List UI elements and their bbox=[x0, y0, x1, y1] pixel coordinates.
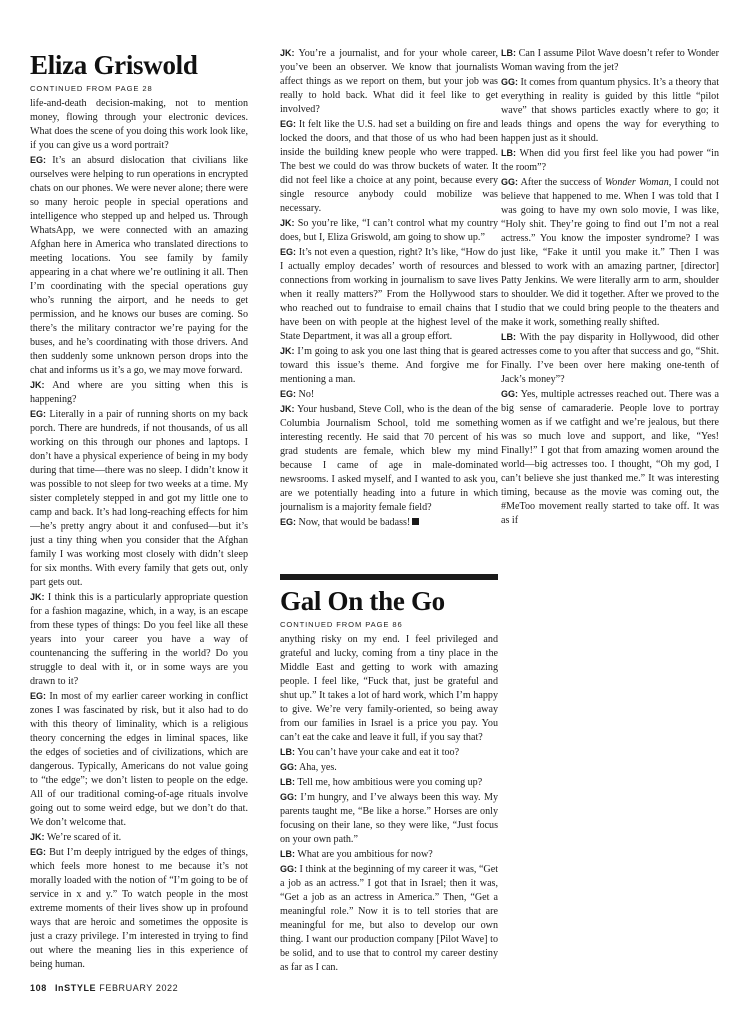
paragraph-text: I think this is a particularly appropriate question for a fashion magazine, which, in a way, is an escape from these types of things: Do you feel like all these years into your career you have a way of countenancing the suffering in the world? Do you struggle to deal with it, or in some ways are you drawn to it? bbox=[30, 592, 248, 687]
paragraph-text: It’s an absurd dislocation that civilians like ourselves were helping to run operations in encrypted chats on our phones. We were never alone; there were so many heroic people in special operations and intelligence who stepped up and helped us. Through WhatsApp, we were connected with an amazing Afghan here in America who translated directions to meeting locations. You see family by family appearing in a chat where we’re outlining it all. Then I’m coordinating with the special operations guy who’s running the airport, and he needs to get permission, and he knows our buses are coming. So there’s the military contractor we’re paying for the buses, and he’s coordinating with those drivers. And then suddenly some unknown person drops into the chat and informs us it’s a go, we may move forward. bbox=[30, 155, 248, 376]
article-body bbox=[30, 97, 248, 972]
speaker-label: JK: bbox=[280, 346, 295, 356]
speaker-label: GG: bbox=[280, 762, 297, 772]
issue-date: FEBRUARY 2022 bbox=[99, 983, 179, 993]
paragraph bbox=[280, 216, 498, 245]
column-3 bbox=[501, 46, 719, 986]
paragraph bbox=[30, 97, 248, 153]
paragraph bbox=[280, 790, 498, 847]
paragraph-text: anything risky on my end. I feel privileged and grateful and lucky, coming from a tiny place in the Middle East and getting to work with amazing people. I feel like, “Fuck that, just be grateful and shut up.” It takes a lot of hard work, which I’m happy to give. We’re very family-oriented, so being away from our families in Israel is a price you pay. You can’t eat the cake and leave it full, if you say that? bbox=[280, 634, 498, 743]
speaker-label: EG: bbox=[280, 517, 297, 527]
paragraph bbox=[280, 515, 498, 530]
paragraph bbox=[280, 245, 498, 344]
speaker-label: GG: bbox=[501, 77, 518, 87]
speaker-label: EG: bbox=[30, 847, 47, 857]
paragraph-text: You’re a journalist, and for your whole career, you’ve been an observer. We know that journalists affect things as we report on them, but your job was really to hold back. What did it feel like to get involved? bbox=[280, 48, 498, 115]
paragraph-text: With the pay disparity in Hollywood, did other actresses come to you after that success and go, “Shit. Finally. I’ve been over here making one-tenth of Jack’s money”? bbox=[501, 332, 719, 385]
paragraph-text: I’m hungry, and I’ve always been this way. My parents taught me, “Be like a horse.” Horses are only focusing on their lane, so they were like, “Just focus on your own path.” bbox=[280, 792, 498, 845]
paragraph bbox=[30, 407, 248, 590]
speaker-label: GG: bbox=[501, 177, 518, 187]
speaker-label: LB: bbox=[280, 777, 295, 787]
speaker-label: LB: bbox=[501, 148, 516, 158]
speaker-label: EG: bbox=[280, 247, 297, 257]
speaker-label: EG: bbox=[280, 389, 297, 399]
paragraph bbox=[280, 387, 498, 402]
paragraph bbox=[280, 862, 498, 975]
paragraph bbox=[30, 153, 248, 378]
speaker-label: LB: bbox=[501, 332, 516, 342]
continued-from-label: CONTINUED FROM PAGE 28 bbox=[30, 84, 153, 93]
paragraph-text: So you’re like, “I can’t control what my country does, but I, Eliza Griswold, am going to show up.” bbox=[280, 218, 498, 243]
paragraph bbox=[501, 146, 719, 175]
paragraph bbox=[501, 175, 719, 330]
paragraph-text: Your husband, Steve Coll, who is the dean of the Columbia Journalism School, told me something interesting recently. He said that 70 percent of his grad students are female, which blew my mind because I came of age in male-dominated newsrooms. I asked myself, and I wanted to ask you, are we potentially heading into a future in which journalism is a majority female field? bbox=[280, 404, 498, 513]
paragraph-text: After the success of Wonder Woman, I could not believe that happened to me. When I was told that I was going to have my own solo movie, I was like, “Holy shit. They’re going to find out I’m not a real actress.” You know the imposter syndrome? I was just like, “Fake it until you make it.” Then I was blessed to work with an amazing partner, [director] Patty Jenkins. We were literally arm to arm, shoulder to shoulder. We did it together. After we proved to the studio that we could bring people to the theaters and make it work, something really shifted. bbox=[501, 177, 719, 328]
paragraph-text: What are you ambitious for now? bbox=[295, 849, 433, 860]
paragraph bbox=[280, 344, 498, 387]
paragraph-text: It felt like the U.S. had set a building on fire and locked the doors, and that those of us who had been inside the building knew people who were trapped. The best we could do was throw buckets of water. It did not feel like a choice at any point, because every single resource anybody could mobilize was necessary. bbox=[280, 119, 498, 214]
article-body bbox=[501, 46, 719, 528]
continued-from-label: CONTINUED FROM PAGE 86 bbox=[280, 620, 403, 629]
magazine-name: InSTYLE bbox=[54, 983, 97, 993]
speaker-label: LB: bbox=[280, 747, 295, 757]
speaker-label: GG: bbox=[280, 864, 297, 874]
page-footer bbox=[30, 983, 178, 993]
speaker-label: JK: bbox=[30, 592, 45, 602]
paragraph-text: Tell me, how ambitious were you coming up? bbox=[295, 777, 483, 788]
paragraph bbox=[30, 689, 248, 830]
paragraph bbox=[501, 330, 719, 387]
paragraph bbox=[280, 402, 498, 515]
speaker-label: LB: bbox=[280, 849, 295, 859]
paragraph bbox=[30, 378, 248, 407]
speaker-label: EG: bbox=[30, 155, 47, 165]
speaker-label: EG: bbox=[30, 691, 47, 701]
paragraph-text: But I’m deeply intrigued by the edges of things, which feels more honest to me because it’s not morally loaded with the notion of “I’m going to be of service in x and y.” To watch people in the most extreme moments of their lives show up in profound ways that are heroic and sometimes the opposite is just a crazy privilege. I’m interested in trying to find out where the meaning lies in this experience of being human. bbox=[30, 847, 248, 970]
speaker-label: EG: bbox=[280, 119, 297, 129]
paragraph bbox=[280, 775, 498, 790]
paragraph bbox=[280, 847, 498, 862]
paragraph-text: No! bbox=[296, 389, 315, 400]
paragraph-text: I’m going to ask you one last thing that is geared toward this issue’s theme. And forgive me for mentioning a man. bbox=[280, 346, 498, 385]
speaker-label: JK: bbox=[30, 380, 45, 390]
paragraph-text: It comes from quantum physics. It’s a theory that everything in reality is guided by this little “pilot wave” that shows particles exactly where to go; it leads things and opens the way for everything to happen just as it should. bbox=[501, 77, 719, 144]
paragraph bbox=[30, 830, 248, 845]
speaker-label: JK: bbox=[280, 48, 295, 58]
paragraph-text: Yes, multiple actresses reached out. There was a big sense of camaraderie. People love to portray women as if we catfight and we’re jealous, but there was so much love and support, and like, “Yes! Finally!” I got that from amazing women around the world—big actresses too. I thought, “Oh my god, I can’t believe she just thanked me.” It was interesting timing, because as the movie was coming out, the #MeToo movement really started to take off. It was as if bbox=[501, 389, 719, 526]
paragraph-text: We’re scared of it. bbox=[44, 832, 122, 843]
speaker-label: EG: bbox=[30, 409, 47, 419]
paragraph bbox=[280, 633, 498, 745]
paragraph-text: Literally in a pair of running shorts on my back porch. There are hundreds, if not thousands, of us all working on this through our phones and laptops. I don’t have a physical experience of being in my body during that time—there was no sleep. I didn’t know it was possible to not sleep for two weeks at a time. My sister completely stepped in and got my little one to camp and back. It’s had long-reaching effects for him—he’s pretty angry about it and confused—but it’s just a tiny thing when you consider that the Afghan family I was working most closely with didn’t sleep for six months. With every family that gets out, only part gets out. bbox=[30, 409, 248, 588]
paragraph-text: I think at the beginning of my career it was, “Get a job as an actress.” I got that in Israel; then it was, “Get a job as an actress in America.” Then, “Get a meaningful role.” Now it is to tell stories that are meaningful for me, but also to develop our own thing. I want our production company [Pilot Wave] to be solid, and to use that to control my career destiny as far as I can. bbox=[280, 864, 498, 973]
column-1 bbox=[30, 46, 248, 986]
column-2 bbox=[280, 46, 498, 986]
paragraph bbox=[501, 46, 719, 75]
article-title: Eliza Griswold bbox=[30, 50, 198, 80]
paragraph-text: Can I assume Pilot Wave doesn’t refer to Wonder Woman waving from the jet? bbox=[501, 48, 719, 73]
speaker-label: JK: bbox=[280, 404, 295, 414]
paragraph bbox=[280, 46, 498, 117]
paragraph bbox=[30, 590, 248, 689]
paragraph bbox=[501, 387, 719, 528]
paragraph-text: life-and-death decision-making, not to mention money, flowing through your electronic devices. What does the scene of you doing this work look like, if you can give us a word portrait? bbox=[30, 98, 248, 151]
speaker-label: JK: bbox=[280, 218, 295, 228]
speaker-label: GG: bbox=[280, 792, 297, 802]
end-mark-icon bbox=[412, 518, 419, 525]
paragraph-text: Now, that would be badass! bbox=[296, 517, 411, 528]
paragraph bbox=[280, 117, 498, 216]
paragraph-text: In most of my earlier career working in conflict zones I was fascinated by risk, but it also had to do with this theory of liminality, which is a religious theory concerning the edges in liminal spaces, like the edges of societies and of civilizations, which are dangerous. Typically, Americans do not value going to “the edge”; we don’t listen to people on the edge. All of our traditional coming-of-age rituals involve going out to some weird edge, but we don’t do that. We don’t welcome that. bbox=[30, 691, 248, 828]
speaker-label: JK: bbox=[30, 832, 45, 842]
paragraph-text: It’s not even a question, right? It’s like, “How do I actually employ decades’ worth of resources and connections from working in journalism to save lives when it really matters?” From the Hollywood stars who reached out to fundraise to email chains that I have been on with people at the highest level of the State Department, it was all a group effort. bbox=[280, 247, 498, 342]
page-number: 108 bbox=[30, 983, 47, 993]
paragraph bbox=[280, 745, 498, 760]
paragraph-text: And where are you sitting when this is happening? bbox=[30, 380, 248, 405]
paragraph-text: Aha, yes. bbox=[297, 762, 337, 773]
speaker-label: LB: bbox=[501, 48, 516, 58]
speaker-label: GG: bbox=[501, 389, 518, 399]
section-divider bbox=[280, 574, 498, 580]
article-body bbox=[280, 46, 498, 530]
article-title: Gal On the Go bbox=[280, 586, 445, 616]
paragraph bbox=[280, 760, 498, 775]
paragraph-text: When did you first feel like you had power “in the room”? bbox=[501, 148, 719, 173]
paragraph-text: You can’t have your cake and eat it too? bbox=[295, 747, 460, 758]
paragraph bbox=[30, 845, 248, 972]
paragraph bbox=[501, 75, 719, 146]
article-body bbox=[280, 633, 498, 975]
